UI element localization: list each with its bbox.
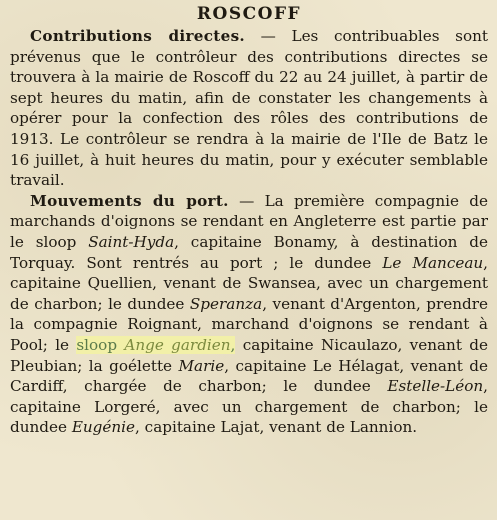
port-text-3: , capitaine Quellien, venant de Swansea, avec un chargement de charbon; le dundee: [10, 253, 488, 313]
port-text-5: capitaine Nicaulazo, venant de Pleubian; la goélette: [10, 335, 488, 375]
highlight-comma: ,: [230, 335, 236, 354]
port-text-2: , capitaine Bonamy, à destination de Torquay. Sont rentrés au port ; le dundee: [10, 232, 488, 272]
port-text-1: — La première compagnie de marchands d'oignons se rendant en Angleterre est partie par le sloop: [10, 191, 488, 251]
ship-name-marie: Marie: [178, 356, 225, 375]
paragraph-text-contributions: — Les contribuables sont prévenus que le contrôleur des contributions directes se trouvera à la mairie de Roscoff du 22 au 24 juillet, à partir de sept heures du matin, afin de constater les changements à opérer pour la confection des rôles des contributions de 1913. Le contrôleur se rendra à la mairie de l'Ile de Batz le 16 juillet, à huit heures du matin, pour y exécuter semblable travail.: [10, 27, 488, 190]
port-text-7: , capitaine Lorgeré, avec un chargement de charbon; le dundee: [10, 377, 488, 437]
highlight-sloop: sloop: [76, 335, 118, 354]
highlight-prefix: le: [55, 335, 77, 354]
paragraph-lead-contributions: Contributions directes.: [30, 27, 246, 45]
article-heading: ROSCOFF: [196, 4, 302, 24]
ship-name-eugenie: Eugénie: [71, 418, 136, 437]
ship-name-le-manceau: Le Manceau: [382, 253, 484, 272]
article: [10, 4, 488, 516]
ship-name-estelle-leon: Estelle-Léon: [387, 377, 484, 396]
ship-name-speranza: Speranza: [189, 294, 263, 313]
paragraph-lead-port: Mouvements du port.: [30, 191, 229, 210]
port-text-4: , venant d'Argenton, prendre la compagnie Roignant, marchand d'oignons se rendant à Pool;: [10, 294, 488, 354]
highlighted-search-match: [76, 336, 235, 354]
paragraph-contributions: [10, 26, 488, 191]
ship-name-saint-hyda: Saint-Hyda: [88, 232, 175, 251]
port-text-8: , capitaine Lajat, venant de Lannion.: [135, 418, 418, 437]
paragraph-port-movements: [10, 191, 488, 438]
ship-name-ange-gardien: Ange gardien: [124, 335, 231, 354]
port-text-6: , capitaine Le Hélagat, venant de Cardiff, chargée de charbon; le dundee: [10, 356, 488, 396]
